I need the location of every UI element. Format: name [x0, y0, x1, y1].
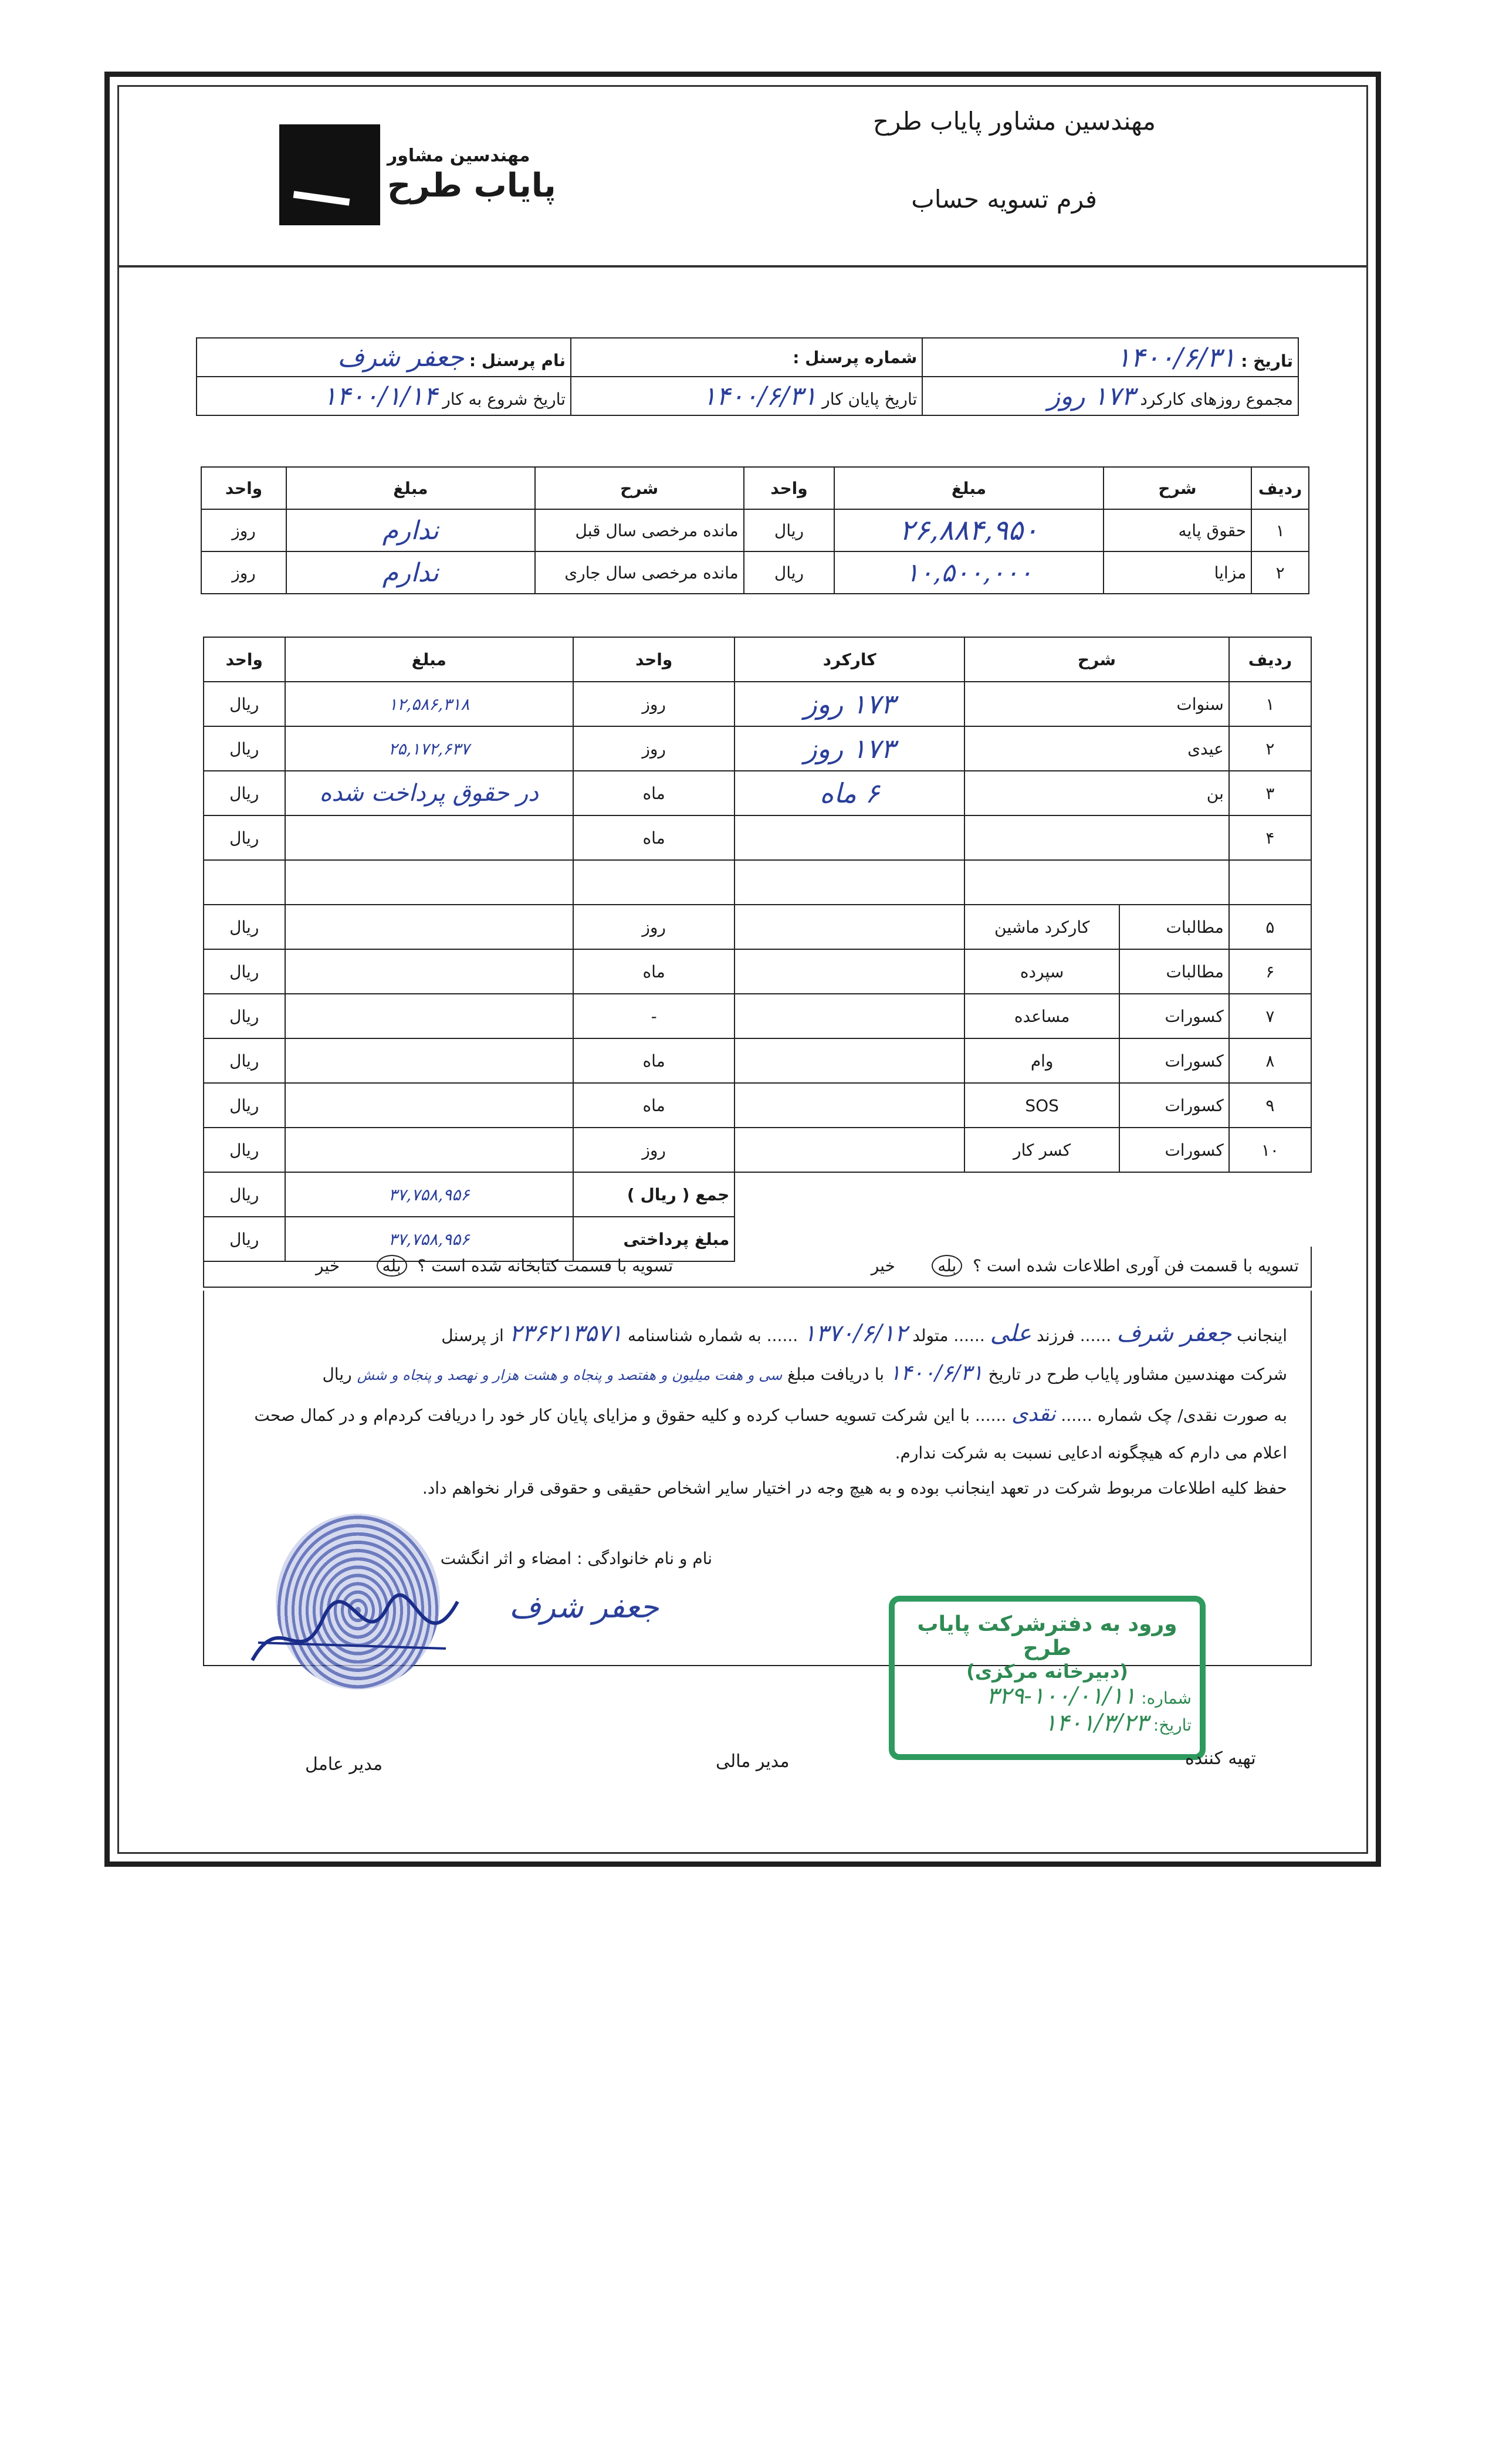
library-no-option[interactable]: خیر [316, 1256, 340, 1275]
sub-desc-cell: وام [964, 1038, 1119, 1083]
desc-cell: سنوات [964, 682, 1229, 726]
table-row [204, 1128, 1311, 1172]
amount-cell: ۲۵,۱۷۲,۶۳۷ [285, 726, 573, 771]
table-row [201, 509, 1309, 551]
category-cell: مطالبات [1119, 905, 1229, 949]
name-value: جعفر شرف [337, 342, 464, 373]
sub-desc-cell: کارکرد ماشین [964, 905, 1119, 949]
row-number: ۶ [1229, 949, 1311, 994]
table-row [204, 771, 1311, 815]
work-cell [735, 1128, 964, 1172]
unit-cell: ماه [573, 815, 735, 860]
decl-payment-method: نقدی [1011, 1402, 1056, 1426]
start-date-cell [197, 377, 571, 415]
stamp-number-label: شماره: [1141, 1688, 1192, 1708]
decl-id: ۲۳۶۲۱۳۵۷۱ [509, 1320, 623, 1347]
salary-leave-table [201, 466, 1309, 594]
start-label: تاریخ شروع به کار [442, 389, 566, 409]
unit2-cell: ریال [204, 1083, 285, 1128]
unit2-cell: روز [201, 551, 286, 594]
paid-label: مبلغ پرداختی [573, 1217, 735, 1261]
unit2-cell: ریال [204, 682, 285, 726]
paid-unit: ریال [204, 1217, 285, 1261]
sub-desc-cell: کسر کار [964, 1128, 1119, 1172]
logo-small-text: مهندسین مشاور [387, 145, 530, 166]
signature: جعفر شرف [509, 1590, 659, 1625]
amount-cell [285, 1083, 573, 1128]
decl-date: ۱۴۰۰/۶/۳۱ [889, 1361, 983, 1385]
total-unit: ریال [204, 1172, 285, 1217]
amount-cell [285, 949, 573, 994]
category-cell: کسورات [1119, 1038, 1229, 1083]
work-cell: ۱۷۳ روز [735, 682, 964, 726]
date-value: ۱۴۰۰/۶/۳۱ [1116, 341, 1236, 373]
col-unit: واحد [744, 467, 835, 509]
settlement-items-table [203, 637, 1312, 1262]
col-desc2: شرح [535, 467, 744, 509]
col-row: ردیف [1251, 467, 1309, 509]
unit-cell: ماه [573, 1083, 735, 1128]
it-yes-option[interactable]: بله [932, 1255, 962, 1277]
unit-cell: ریال [744, 551, 835, 594]
amount-cell [285, 905, 573, 949]
amount-cell [285, 1038, 573, 1083]
it-question-text: تسویه با قسمت فن آوری اطلاعات شده است ؟ [973, 1256, 1299, 1275]
paid-value: ۳۷,۷۵۸,۹۵۶ [285, 1217, 573, 1261]
col-row: ردیف [1229, 637, 1311, 682]
desc-cell: عیدی [964, 726, 1229, 771]
col-work: کارکرد [735, 637, 964, 682]
decl-amount-words: سی و هفت میلیون و هفتصد و پنجاه و هشت هزار و نهصد و پنجاه و شش [357, 1367, 783, 1383]
amount-cell [285, 815, 573, 860]
table-row [204, 949, 1311, 994]
decl-text: اینجانب [1237, 1326, 1287, 1345]
logo-large-text: پایاب طرح [387, 167, 556, 205]
end-label: تاریخ پایان کار [822, 389, 918, 409]
unit-cell: ماه [573, 1038, 735, 1083]
unit2-cell: ریال [204, 726, 285, 771]
personnel-name-cell [197, 338, 571, 377]
stamp-number-value: ۱۰۰/۰۱/۱۱-۳۲۹ [986, 1683, 1136, 1710]
decl-text: با این شرکت تسویه حساب کرده و کلیه حقوق و مزایای پایان کار خود را دریافت کردم‌ام و در کمال صحت [254, 1406, 970, 1425]
unit-cell: ماه [573, 771, 735, 815]
desc-cell: مزایا [1104, 551, 1251, 594]
declaration-line-1: اینجانب جعفر شرف ...... فرزند علی ...... متولد ۱۳۷۰/۶/۱۲ ...... به شماره شناسنامه ۲۳۶۲۱۳۵۷۱ از پرسنل [441, 1320, 1287, 1347]
category-cell: کسورات [1119, 1128, 1229, 1172]
desc2-cell: مانده مرخصی سال قبل [535, 509, 744, 551]
finance-manager-label: مدیر مالی [716, 1751, 790, 1772]
category-cell: مطالبات [1119, 949, 1229, 994]
row-number: ۷ [1229, 994, 1311, 1038]
ceo-label: مدیر عامل [305, 1754, 383, 1775]
decl-text: شرکت مهندسین مشاور پایاب طرح در تاریخ [988, 1365, 1287, 1384]
decl-father: علی [990, 1320, 1032, 1347]
work-cell: ۶ ماه [735, 771, 964, 815]
decl-text: ریال [322, 1365, 352, 1384]
amount-cell [285, 1128, 573, 1172]
signature-scribble [246, 1584, 469, 1678]
desc-cell: بن [964, 771, 1229, 815]
preparer-label: تهیه کننده [1185, 1748, 1256, 1769]
company-logo [279, 124, 380, 225]
work-cell: ۱۷۳ روز [735, 726, 964, 771]
unit2-cell: ریال [204, 771, 285, 815]
number-label: شماره پرسنل : [793, 347, 918, 367]
unit2-cell: ریال [204, 905, 285, 949]
row-number: ۹ [1229, 1083, 1311, 1128]
unit-cell: ماه [573, 949, 735, 994]
col-amount: مبلغ [285, 637, 573, 682]
table-row [201, 551, 1309, 594]
decl-text: با دریافت مبلغ [787, 1365, 885, 1384]
amount-cell: ۲۶,۸۸۴,۹۵۰ [834, 509, 1104, 551]
personnel-number-cell [571, 338, 922, 377]
sub-desc-cell: سپرده [964, 949, 1119, 994]
col-amount: مبلغ [834, 467, 1104, 509]
unit-cell: ریال [744, 509, 835, 551]
work-cell [735, 905, 964, 949]
work-days-cell [922, 377, 1298, 415]
personnel-date-cell [922, 338, 1298, 377]
spacer-row [204, 860, 1311, 905]
amount-cell: در حقوق پرداخت شده [285, 771, 573, 815]
col-amount2: مبلغ [286, 467, 535, 509]
table-row [204, 1038, 1311, 1083]
sub-desc-cell: SOS [964, 1083, 1119, 1128]
col-desc: شرح [964, 637, 1229, 682]
total-label: جمع ( ریال ) [573, 1172, 735, 1217]
work-cell [735, 1038, 964, 1083]
desc2-cell: مانده مرخصی سال جاری [535, 551, 744, 594]
row-number: ۵ [1229, 905, 1311, 949]
declaration-line-3: به صورت نقدی/ چک شماره ...... نقدی ...... با این شرکت تسویه حساب کرده و کلیه حقوق و مزایای پایان کار خود را دریافت کردم‌ام و در کمال صحت [254, 1402, 1287, 1426]
work-cell [735, 815, 964, 860]
row-number: ۱ [1251, 509, 1309, 551]
unit2-cell: ریال [204, 1038, 285, 1083]
name-label: نام پرسنل : [469, 350, 566, 370]
row-number: ۱۰ [1229, 1128, 1311, 1172]
form-title: فرم تسویه حساب [911, 185, 1097, 214]
declaration-line-5: حفظ کلیه اطلاعات مربوط شرکت در تعهد اینجانب بوده و به هیچ وجه در اختیار سایر اشخاص حقیقی و حقوقی قرار نخواهم داد. [422, 1478, 1287, 1498]
table-row [204, 815, 1311, 860]
company-title: مهندسین مشاور پایاب طرح [872, 107, 1156, 136]
amount2-cell: ندارم [286, 551, 535, 594]
settlement-questions [203, 1247, 1312, 1288]
row-number: ۲ [1251, 551, 1309, 594]
stamp-date-label: تاریخ: [1153, 1715, 1192, 1735]
col-desc: شرح [1104, 467, 1251, 509]
end-value: ۱۴۰۰/۶/۳۱ [702, 381, 817, 411]
decl-text: از پرسنل [441, 1326, 504, 1345]
days-value: ۱۷۳ روز [1047, 381, 1135, 411]
total-row [204, 1172, 1311, 1217]
decl-text: به صورت نقدی/ چک شماره [1097, 1406, 1287, 1425]
table-row [204, 905, 1311, 949]
unit2-cell: ریال [204, 815, 285, 860]
table-row [204, 1083, 1311, 1128]
row-number: ۸ [1229, 1038, 1311, 1083]
stamp-subtitle: (دبیرخانه مرکزی) [966, 1660, 1128, 1683]
decl-birth: ۱۳۷۰/۶/۱۲ [803, 1320, 908, 1347]
end-date-cell [571, 377, 922, 415]
table-row [204, 726, 1311, 771]
table-row [204, 994, 1311, 1038]
amount-cell: ۱۰,۵۰۰,۰۰۰ [834, 551, 1104, 594]
desc-cell [964, 815, 1229, 860]
amount2-cell: ندارم [286, 509, 535, 551]
stamp-date-row [895, 1710, 1192, 1737]
library-yes-option[interactable]: بله [377, 1255, 407, 1277]
row-number: ۱ [1229, 682, 1311, 726]
work-cell [735, 1083, 964, 1128]
it-question [871, 1255, 1299, 1277]
work-cell [735, 994, 964, 1038]
row-number: ۴ [1229, 815, 1311, 860]
table-row [204, 682, 1311, 726]
library-question [316, 1255, 673, 1277]
decl-name: جعفر شرف [1116, 1320, 1232, 1347]
unit-cell: - [573, 994, 735, 1038]
declaration-line-4: اعلام می دارم که هیچگونه ادعایی نسبت به شرکت ندارم. [895, 1443, 1287, 1463]
unit2-cell: روز [201, 509, 286, 551]
personnel-table [196, 337, 1299, 416]
stamp-number-row [895, 1683, 1192, 1710]
decl-text: به شماره شناسنامه [627, 1326, 761, 1345]
unit2-cell: ریال [204, 994, 285, 1038]
row-number: ۲ [1229, 726, 1311, 771]
stamp-date-value: ۱۴۰۱/۳/۲۳ [1044, 1710, 1148, 1737]
start-value: ۱۴۰۰/۱/۱۴ [323, 381, 438, 411]
signature-label: نام و نام خانوادگی : امضاء و اثر انگشت [440, 1549, 712, 1568]
unit-cell: روز [573, 905, 735, 949]
amount-cell: ۱۲,۵۸۶,۳۱۸ [285, 682, 573, 726]
days-label: مجموع روزهای کارکرد [1140, 389, 1293, 409]
unit-cell: روز [573, 1128, 735, 1172]
unit-cell: روز [573, 682, 735, 726]
header-divider [117, 265, 1368, 268]
desc-cell: حقوق پایه [1104, 509, 1251, 551]
library-question-text: تسویه با قسمت کتابخانه شده است ؟ [417, 1256, 673, 1275]
decl-text: متولد [912, 1326, 949, 1345]
unit-cell: روز [573, 726, 735, 771]
col-unit2: واحد [204, 637, 285, 682]
sub-desc-cell: مساعده [964, 994, 1119, 1038]
total-value: ۳۷,۷۵۸,۹۵۶ [285, 1172, 573, 1217]
decl-text: فرزند [1037, 1326, 1075, 1345]
unit2-cell: ریال [204, 949, 285, 994]
registry-stamp [889, 1596, 1206, 1760]
category-cell: کسورات [1119, 1083, 1229, 1128]
it-no-option[interactable]: خیر [871, 1256, 895, 1275]
amount-cell [285, 994, 573, 1038]
col-unit2: واحد [201, 467, 286, 509]
category-cell: کسورات [1119, 994, 1229, 1038]
row-number: ۳ [1229, 771, 1311, 815]
stamp-title: ورود به دفترشرکت پایاب طرح [917, 1612, 1177, 1660]
unit2-cell: ریال [204, 1128, 285, 1172]
work-cell [735, 949, 964, 994]
col-unit: واحد [573, 637, 735, 682]
declaration-line-2 [322, 1361, 1287, 1385]
date-label: تاریخ : [1241, 351, 1293, 371]
